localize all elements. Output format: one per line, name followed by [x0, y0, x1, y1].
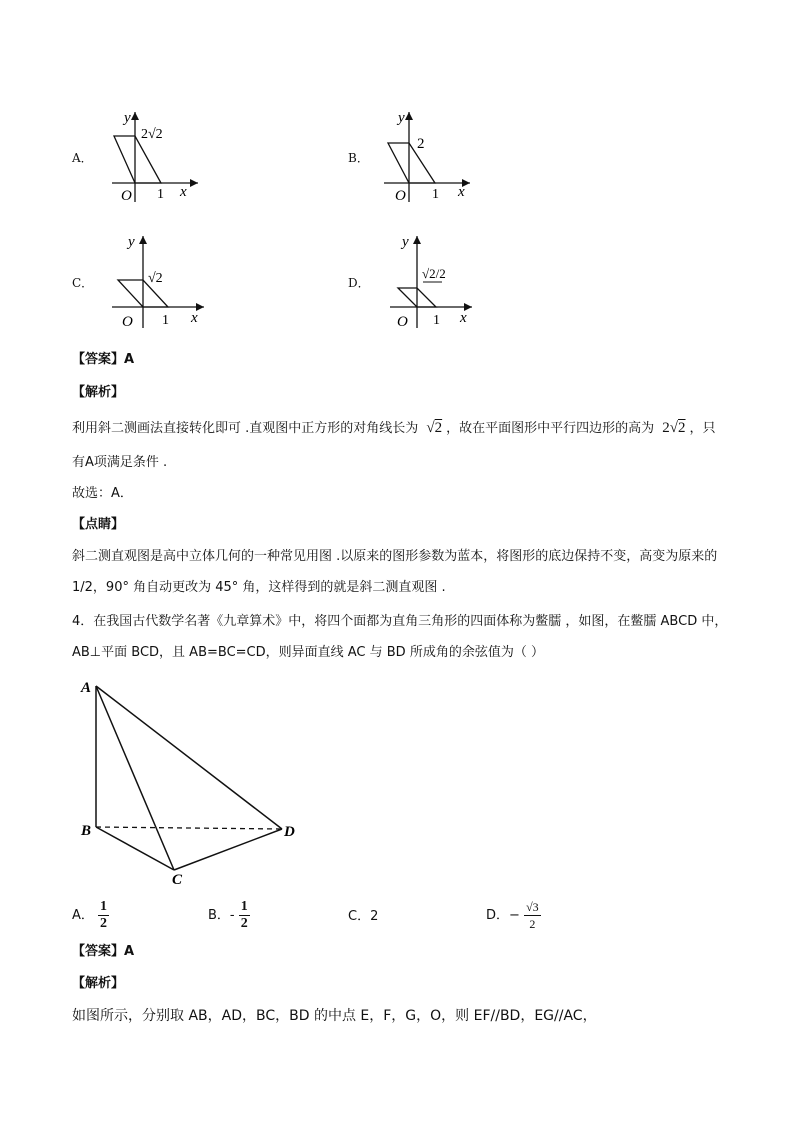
y-tick-label: √2 [148, 271, 163, 286]
x-axis-label: x [458, 184, 465, 200]
origin-label: O [397, 314, 408, 328]
x-axis-label: x [191, 310, 198, 326]
x-tick-label: 1 [433, 313, 440, 328]
vertex-a-label: A [81, 680, 92, 696]
edge-bd-hidden [96, 827, 282, 829]
q4-stem-line2: AB⊥平面 BCD，且 AB=BC=CD，则异面直线 AC 与 BD 所成角的余弦值为（ ） [72, 645, 544, 660]
x-axis-label: x [180, 184, 187, 200]
parallelogram [388, 143, 435, 183]
fraction-one-half: $\frac{1}{2}$ [100, 899, 108, 931]
option-b-label: B． [348, 151, 369, 165]
y-axis-label: y [124, 110, 131, 126]
option-a-label: A． [72, 151, 93, 165]
q3-conclusion: 故选：A． [72, 486, 133, 501]
q3-comment-line1: 斜二测直观图是高中立体几何的一种常见用图 .以原来的图形参数为蓝本，将图形的底边保持不变，高变为原来的 [72, 549, 718, 564]
y-tick-label: 2 [417, 136, 425, 152]
y-tick-label: √2/2 [422, 266, 446, 281]
fraction-neg-sqrt3-over-2: $\frac{√3}{2}$ [526, 900, 539, 931]
vertex-b-label: B [81, 823, 92, 839]
origin-label: O [395, 188, 406, 202]
q4-option-b: B．- $\frac{1}{2}$ [208, 899, 248, 931]
q4-answer: 【答案】A [72, 944, 135, 959]
y-axis-arrow [405, 112, 413, 120]
option-c-label: C． [72, 276, 94, 290]
q3-analysis-title: 【解析】 [72, 385, 125, 400]
edge-cd [174, 829, 282, 870]
q3-comment-title: 【点睛】 [72, 517, 125, 532]
origin-label: O [121, 188, 132, 202]
y-axis-arrow [139, 236, 147, 244]
q4-analysis-line1: 如图所示，分别取 AB，AD，BC，BD 的中点 E，F，G，O，则 EF//BD，EG//AC， [72, 1008, 597, 1024]
x-tick-label: 1 [157, 187, 164, 202]
q3-answer: 【答案】A [72, 352, 135, 367]
option-d-graph [386, 230, 482, 328]
x-tick-label: 1 [162, 313, 169, 328]
tetrahedron-figure [72, 672, 312, 892]
q4-stem-line1: 4．在我国古代数学名著《九章算术》中，将四个面都为直角三角形的四面体称为鳖臑 ，如图，在鳖臑 ABCD 中， [72, 614, 728, 629]
y-axis-label: y [402, 234, 409, 250]
x-axis-label: x [460, 310, 467, 326]
q3-comment-line2: 1/2，90° 角自动更改为 45° 角，这样得到的就是斜二测直观图 . [72, 580, 446, 595]
q4-option-d: D．− $\frac{√3}{2}$ [486, 900, 539, 931]
vertex-d-label: D [284, 824, 295, 840]
y-tick-label: 2√2 [141, 127, 163, 142]
option-b-graph [380, 106, 476, 202]
fraction-neg-one-half: $\frac{1}{2}$ [240, 899, 248, 931]
option-c-graph [106, 230, 210, 328]
edge-bc [96, 827, 174, 870]
y-axis-label: y [128, 234, 135, 250]
origin-label: O [122, 314, 133, 328]
option-a-graph [106, 106, 202, 202]
two-sqrt-2: 2√2 [662, 420, 686, 436]
y-axis-label: y [398, 110, 405, 126]
q4-option-c: C．2 [348, 909, 379, 924]
edge-ac [96, 686, 174, 870]
q4-analysis-title: 【解析】 [72, 976, 125, 991]
y-axis-arrow [131, 112, 139, 120]
vertex-c-label: C [172, 872, 183, 888]
x-axis-arrow [190, 179, 198, 187]
parallelogram [114, 136, 161, 183]
q3-analysis-line2: 有A项满足条件 . [72, 455, 168, 470]
edge-ad [96, 686, 282, 829]
q4-option-a: A． $\frac{1}{2}$ [72, 899, 108, 931]
q3-analysis-line1: 利用斜二测画法直接转化即可 .直观图中正方形的对角线长为 √2 ，故在平面图形中平行四边形的高为 2√2 ，只 [72, 420, 716, 436]
sqrt-2: √2 [426, 420, 443, 436]
option-d-label: D． [348, 276, 370, 290]
y-axis-arrow [413, 236, 421, 244]
x-tick-label: 1 [432, 187, 439, 202]
